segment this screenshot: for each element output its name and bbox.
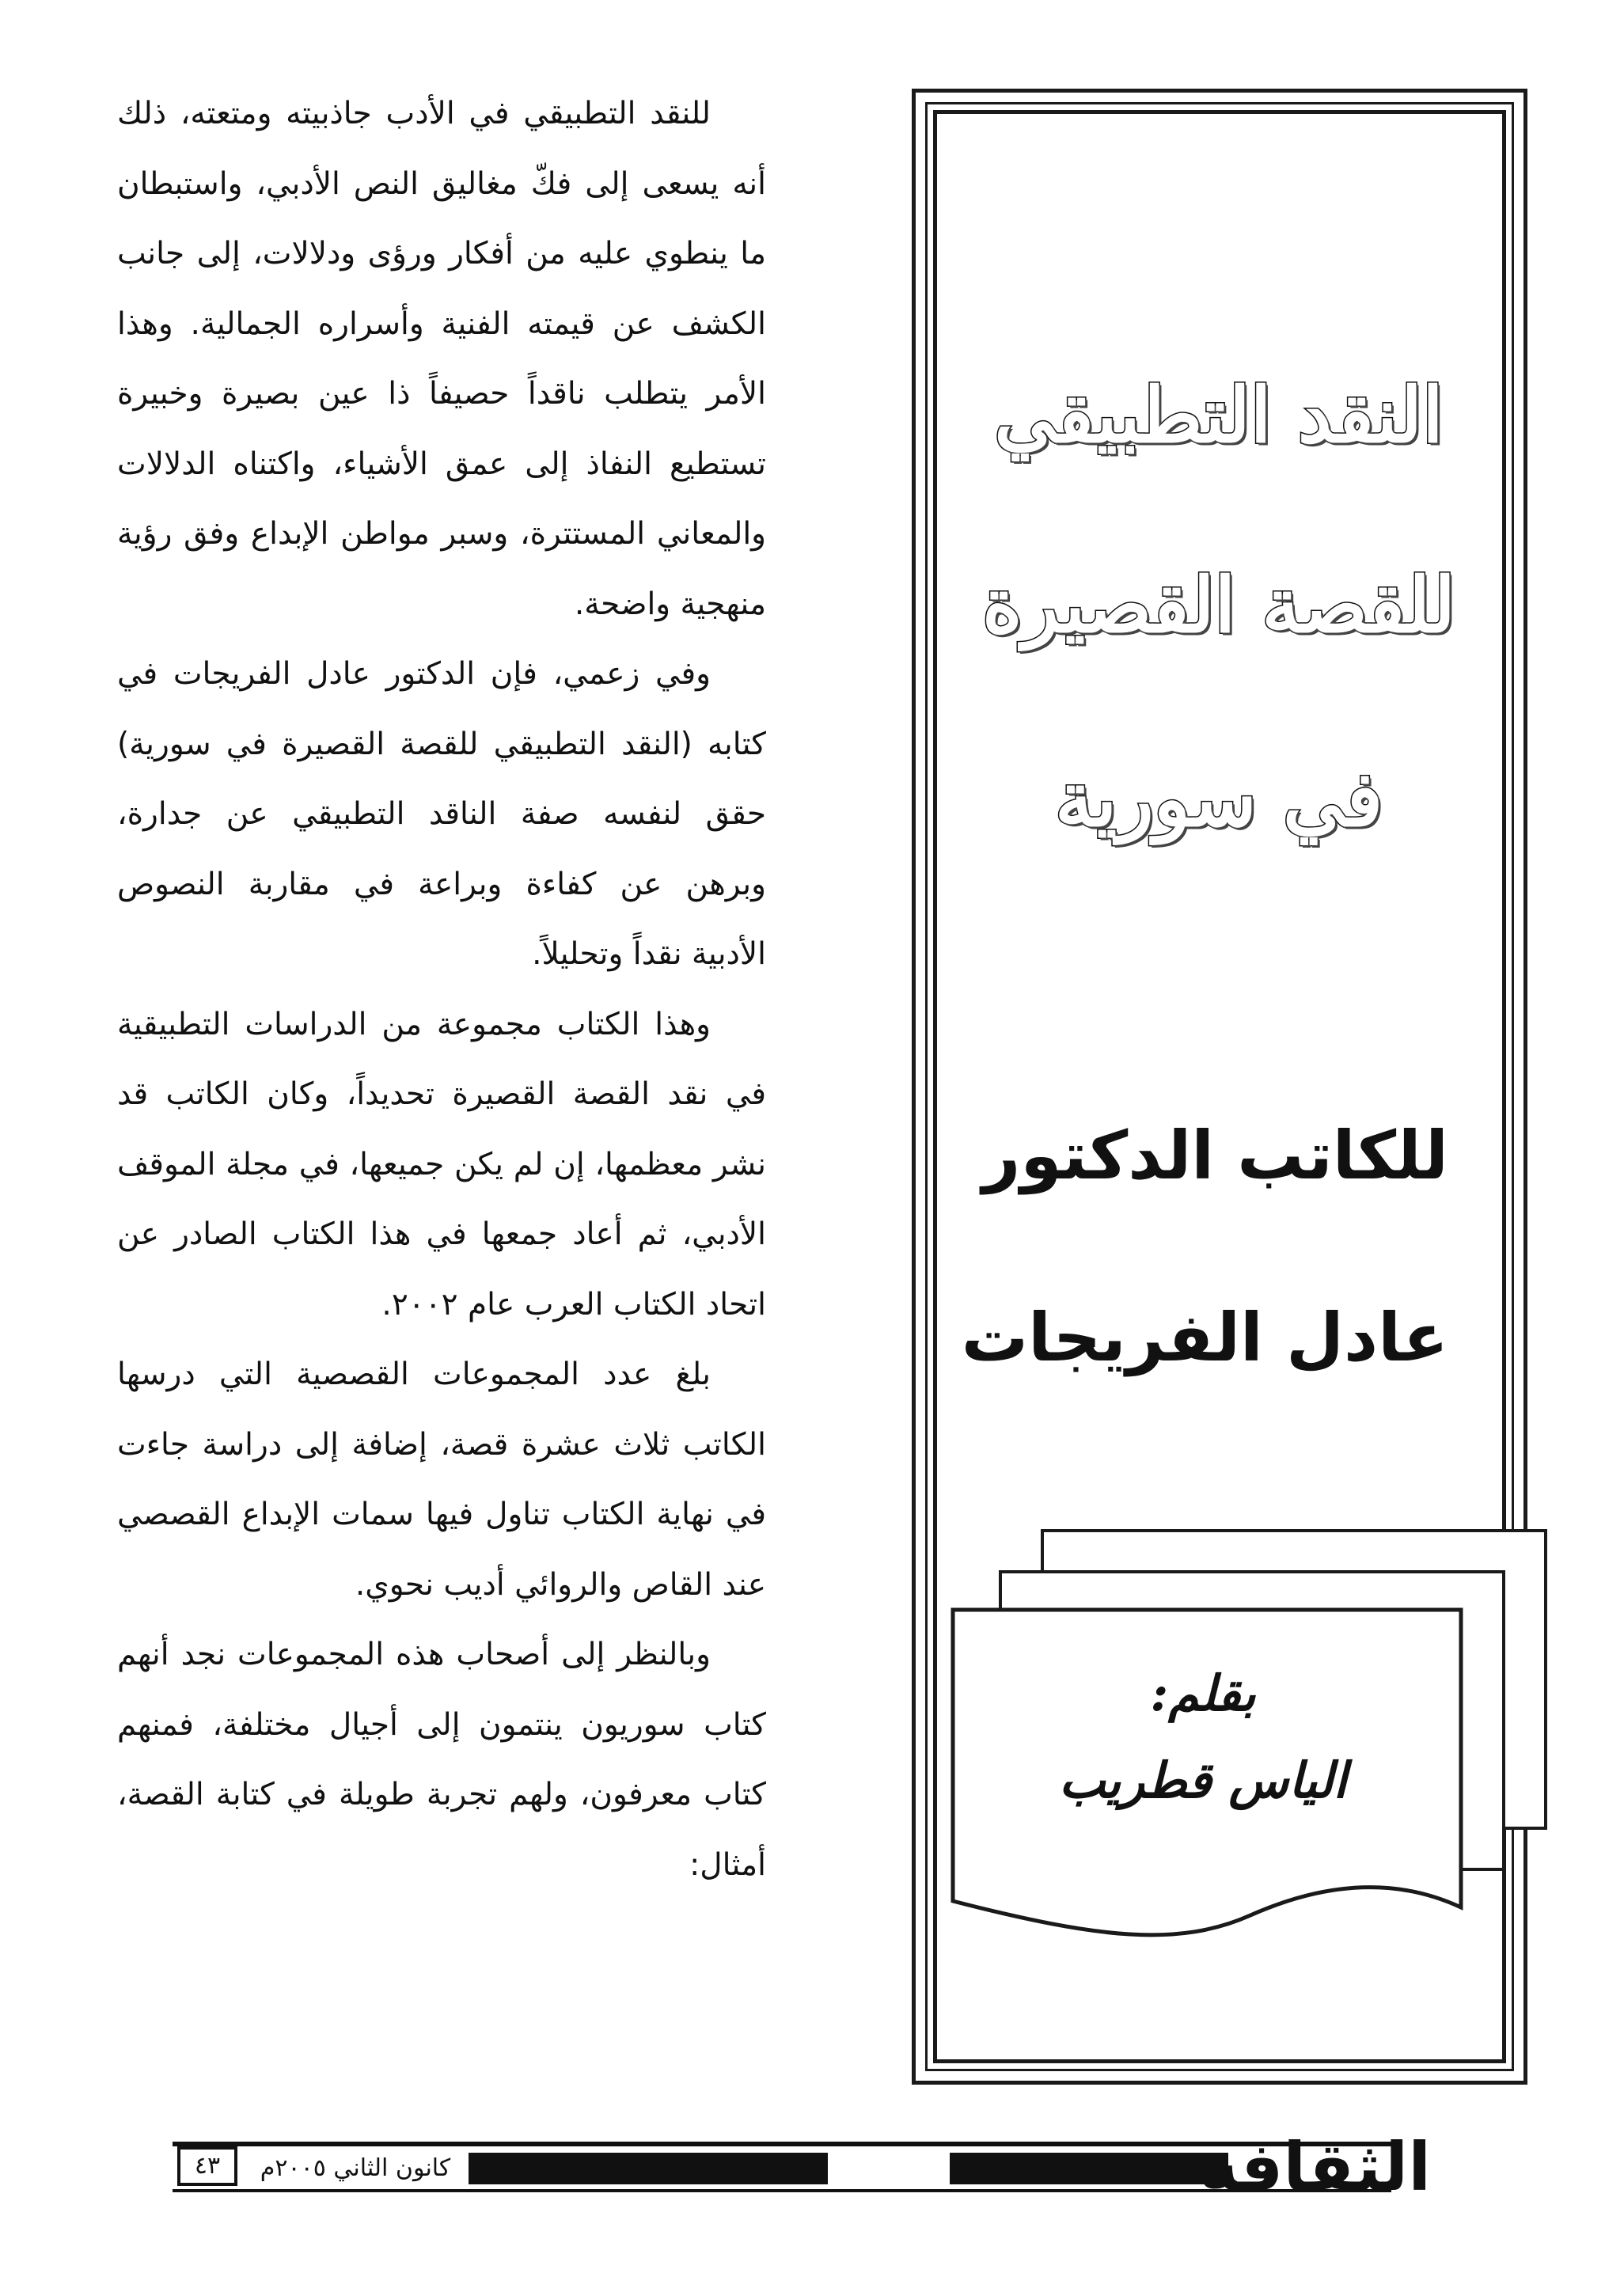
article-paragraph: للنقد التطبيقي في الأدب جاذبيته ومتعته، ذلك أنه يسعى إلى فكّ مغاليق النص الأدبي، واستبطان ما ينطوي عليه من أفكار ورؤى ودلالات، إلى جانب الكشف عن قيمته الفنية وأسراره الجمالية. وهذا الأمر يتطلب ناقداً حصيفاً ذا عين بصيرة وخبيرة تستطيع النفاذ إلى عمق الأشياء، واكتناه الدلالات والمعاني المستترة، وسبر مواطن الإبداع وفق رؤية منهجية واضحة. <box>117 96 766 622</box>
book-author-line: للكاتب الدكتور <box>982 1117 1448 1194</box>
byline-label: بقلم: <box>1150 1664 1256 1722</box>
byline-author-name: الياس قطريب <box>1059 1751 1347 1809</box>
article-body <box>117 79 766 1900</box>
book-title-line: في سورية <box>1055 754 1383 844</box>
page-number: ٤٣ <box>177 2146 237 2186</box>
article-paragraph: بلغ عدد المجموعات القصصية التي درسها الكاتب ثلاث عشرة قصة، إضافة إلى دراسة جاءت في نهاية الكتاب تناول فيها سمات الإبداع القصصي عند القاص والروائي أديب نحوي. <box>117 1357 766 1603</box>
article-paragraph: وفي زعمي، فإن الدكتور عادل الفريجات في كتابه (النقد التطبيقي للقصة القصيرة في سورية) حقق لنفسه صفة الناقد التطبيقي عن جدارة، وبرهن عن كفاءة وبراعة في مقاربة النصوص الأدبية نقداً وتحليلاً. <box>117 656 766 972</box>
book-author-line: عادل الفريجات <box>961 1299 1448 1376</box>
issue-date: كانون الثاني ٢٠٠٥م <box>260 2154 451 2182</box>
footer-bar <box>469 2153 828 2184</box>
article-paragraph: وبالنظر إلى أصحاب هذه المجموعات نجد أنهم كتاب سوريون ينتمون إلى أجيال مختلفة، فمنهم كتاب معرفون، ولهم تجربة طويلة في كتابة القصة، أمثال: <box>117 1637 766 1883</box>
article-paragraph: وهذا الكتاب مجموعة من الدراسات التطبيقية في نقد القصة القصيرة تحديداً، وكان الكاتب قد نشر معظمها، إن لم يكن جميعها، في مجلة الموقف الأدبي، ثم أعاد جمعها في هذا الكتاب الصادر عن اتحاد الكتاب العرب عام ٢٠٠٢. <box>117 1006 766 1322</box>
book-title-line: للقصة القصيرة <box>982 560 1455 650</box>
magazine-logo: الثقافة <box>1199 2128 1431 2206</box>
book-title-line: النقد التطبيقي <box>994 370 1444 460</box>
footer-bar <box>950 2153 1228 2184</box>
